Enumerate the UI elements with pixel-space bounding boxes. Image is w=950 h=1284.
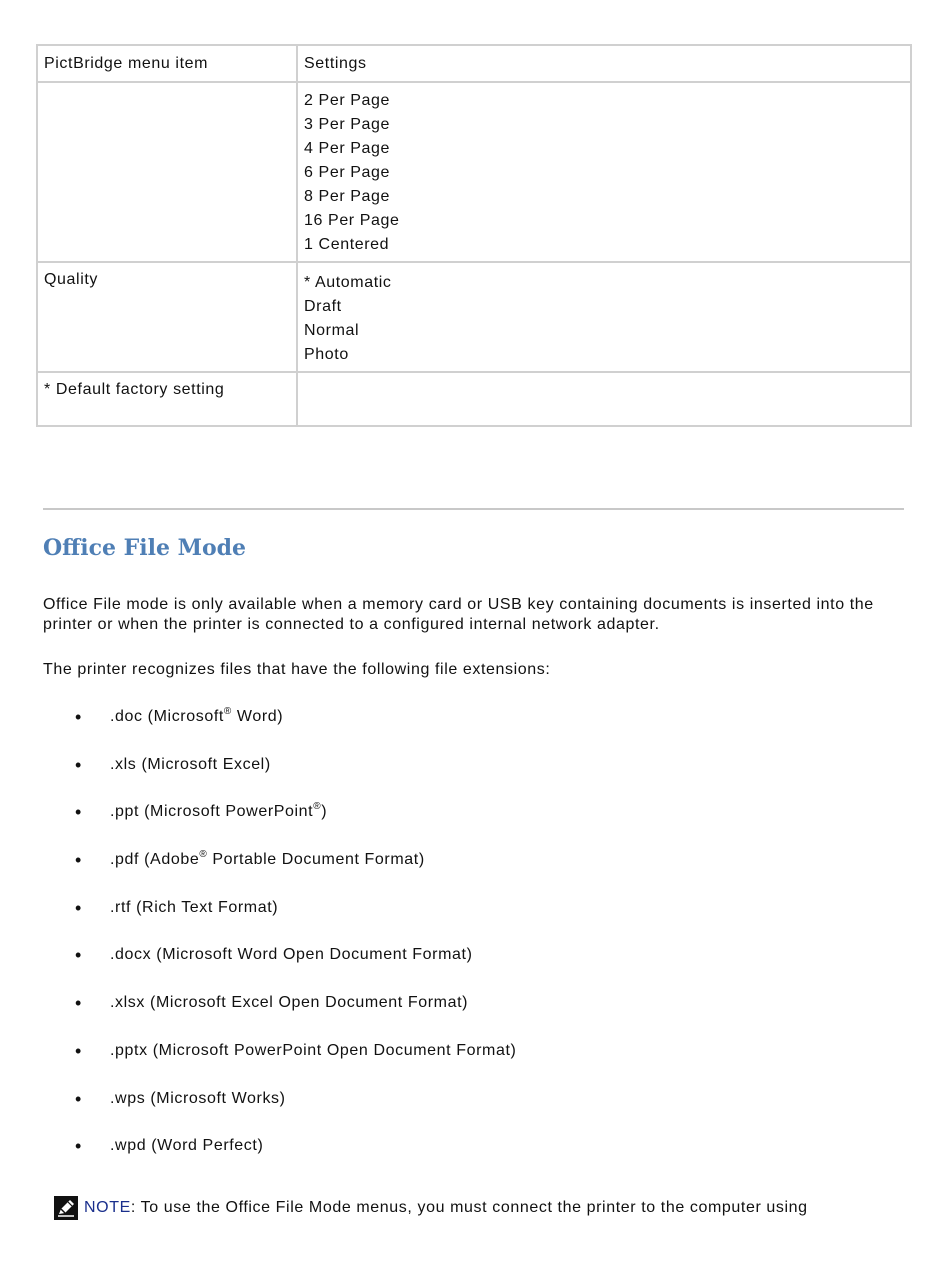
registered-mark: ® <box>313 801 322 813</box>
table-header-row <box>37 45 911 82</box>
setting-option: 3 Per Page <box>304 116 391 133</box>
table-cell-settings <box>297 82 911 262</box>
list-item <box>0 1088 516 1136</box>
extension-text: .pptx (Microsoft PowerPoint Open Document Format) <box>110 1041 517 1059</box>
file-extension-list <box>0 706 516 1183</box>
bullet-icon: • <box>75 1136 82 1157</box>
extension-text: ) <box>321 803 328 821</box>
setting-option: 1 Centered <box>304 236 390 253</box>
list-item <box>0 1135 516 1183</box>
table-row <box>37 262 911 372</box>
bullet-icon: • <box>75 850 82 871</box>
list-item <box>0 754 516 802</box>
setting-option: Draft <box>304 298 342 315</box>
note-pencil-icon <box>54 1196 78 1220</box>
extension-text: .pdf (Adobe <box>110 851 200 869</box>
note-label: NOTE <box>84 1199 131 1216</box>
list-item <box>0 897 516 945</box>
list-item <box>0 944 516 992</box>
note-body: : To use the Office File Mode menus, you must connect the printer to the computer using <box>130 1199 808 1216</box>
table-cell-item <box>37 82 297 262</box>
table-cell-settings <box>297 372 911 426</box>
table-header-item: PictBridge menu item <box>37 45 297 82</box>
table-footnote: * Default factory setting <box>37 372 297 426</box>
extension-text: Word) <box>231 708 284 725</box>
list-item <box>0 801 516 849</box>
setting-option: 2 Per Page <box>304 92 391 109</box>
list-item <box>0 1040 516 1088</box>
setting-option: 6 Per Page <box>304 164 391 181</box>
section-title: Office File Mode <box>43 535 247 561</box>
bullet-icon: • <box>75 1088 82 1109</box>
extension-text: .xls (Microsoft Excel) <box>110 755 271 773</box>
extension-text: .doc (Microsoft <box>110 708 224 725</box>
section-divider <box>43 508 904 510</box>
table-row <box>37 372 911 426</box>
registered-mark: ® <box>223 706 232 717</box>
bullet-icon: • <box>75 897 82 918</box>
table-cell-settings <box>297 262 911 372</box>
setting-option: 4 Per Page <box>304 140 391 157</box>
note-text <box>84 1196 808 1220</box>
list-item <box>0 849 516 897</box>
table-row <box>37 82 911 262</box>
extension-text: .rtf (Rich Text Format) <box>110 898 279 916</box>
list-item <box>0 992 516 1040</box>
registered-mark: ® <box>199 849 208 861</box>
section-paragraph: The printer recognizes files that have the following file extensions: <box>43 661 551 678</box>
pictbridge-settings-table <box>36 44 912 427</box>
extension-text: Portable Document Format) <box>207 851 425 869</box>
bullet-icon: • <box>75 993 82 1014</box>
bullet-icon: • <box>75 754 82 775</box>
setting-option: 8 Per Page <box>304 188 391 205</box>
setting-option: 16 Per Page <box>304 212 400 229</box>
extension-text: .wps (Microsoft Works) <box>110 1089 286 1107</box>
bullet-icon: • <box>75 945 82 966</box>
bullet-icon: • <box>75 1040 82 1061</box>
bullet-icon: • <box>75 802 82 823</box>
extension-text: .ppt (Microsoft PowerPoint <box>110 803 314 821</box>
setting-option: Photo <box>304 346 349 363</box>
setting-option: * Automatic <box>304 274 392 291</box>
section-paragraph: Office File mode is only available when a memory card or USB key containing documents is inserted into the printer or when the printer is connected to a configured internal network adapter. <box>43 596 874 633</box>
table-header-settings: Settings <box>297 45 911 82</box>
extension-text: .xlsx (Microsoft Excel Open Document Format) <box>110 994 469 1012</box>
table-cell-item: Quality <box>37 262 297 372</box>
bullet-icon: • <box>75 707 82 727</box>
setting-option: Normal <box>304 322 360 339</box>
extension-text: .docx (Microsoft Word Open Document Format) <box>110 946 473 964</box>
extension-text: .wpd (Word Perfect) <box>110 1137 264 1155</box>
list-item <box>0 706 516 754</box>
